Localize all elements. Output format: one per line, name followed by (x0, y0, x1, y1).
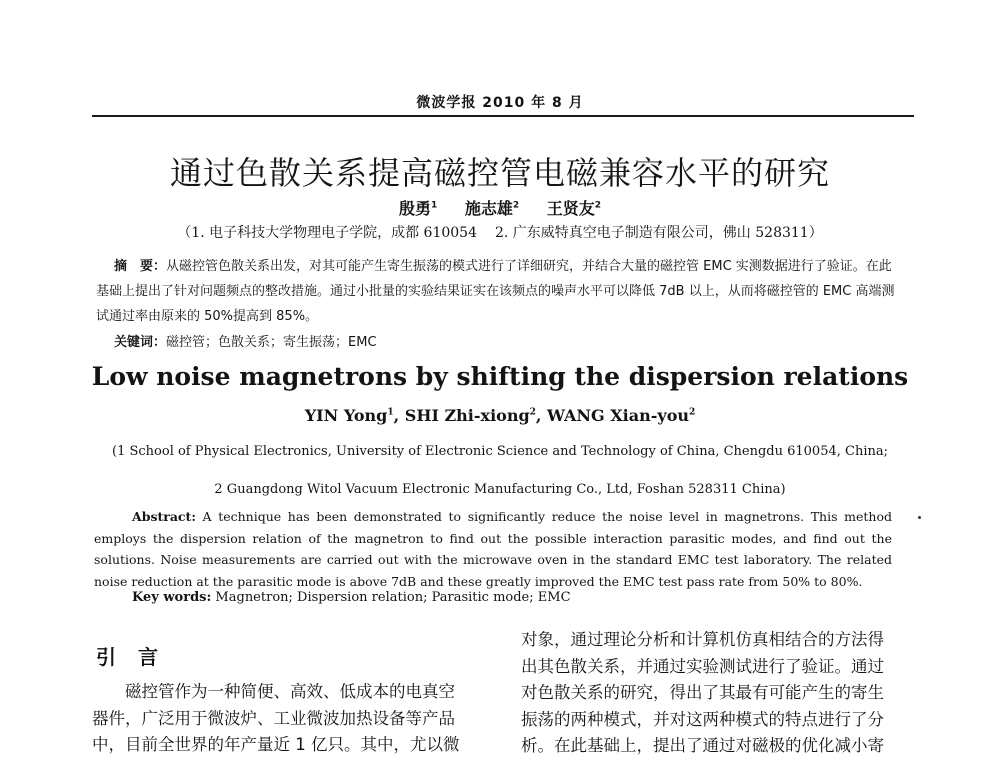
abstract-cn-label: 摘 要： (114, 259, 167, 274)
authors-chinese (0, 196, 1000, 219)
header-rule (92, 115, 914, 117)
abstract-en-label: Abstract: (132, 509, 196, 524)
running-head: 微波学报 2010 年 8 月 (416, 95, 584, 111)
intro-right-line: 对象，通过理论分析和计算机仿真相结合的方法得 (521, 630, 884, 649)
intro-left-column (92, 679, 484, 759)
intro-right-line: 振荡的两种模式，并对这两种模式的特点进行了分 (521, 709, 884, 729)
keywords-english: Key words: Magnetron; Dispersion relation; Parasitic mode; EMC (132, 590, 571, 605)
intro-right-line: 出其色散关系，并通过实验测试进行了验证。通过 (521, 656, 884, 676)
intro-right-column (521, 627, 917, 760)
affiliation-chinese: （1. 电子科技大学物理电子学院，成都 610054 2. 广东威特真空电子制造有限公司，佛山 528311） (177, 225, 823, 241)
author-cn-2: 施志雄$^2$ (464, 199, 520, 218)
section-heading-introduction: 引 言 (96, 645, 158, 669)
intro-left-line: 中，目前全世界的年产量近 1 亿只。其中，尤以微 (92, 735, 460, 754)
abstract-cn-text: 从磁控管色散关系出发，对其可能产生寄生振荡的模式进行了详细研究，并结合大量的磁控管 EMC 实测数据进行了验证。在此基础上提出了针对问题频点的整改措施。通过小批量的实验结果证实在该频点的噪声水平可以降低 7dB 以上，从而将磁控管的 EMC 高端测试通过率由原来的 50%提高到 85%。 (96, 259, 895, 324)
affiliation-english-1: (1 School of Physical Electronics, University of Electronic Science and Technology of China, Chengdu 610054, China; (112, 444, 888, 459)
authors-english (0, 406, 1000, 425)
author-en-3: WANG Xian-you$^2$ (547, 406, 696, 425)
intro-left-line: 器件，广泛用于微波炉、工业微波加热设备等产品 (92, 708, 455, 728)
keywords-chinese: 关键词：磁控管；色散关系；寄生振荡；EMC (114, 335, 377, 350)
affiliation-english-2: 2 Guangdong Witol Vacuum Electronic Manufacturing Co., Ltd, Foshan 528311 China) (214, 482, 786, 497)
margin-mark (918, 516, 921, 519)
author-en-2: SHI Zhi-xiong$^2$, (404, 406, 548, 425)
intro-right-line: 对色散关系的研究，得出了其最有可能产生的寄生 (521, 683, 884, 702)
author-cn-1: 殷勇$^1$ (399, 199, 438, 218)
abstract-english (94, 506, 892, 592)
abstract-en-text: A technique has been demonstrated to significantly reduce the noise level in magnetrons. This method employs the dispersion relation of the magnetron to find out the possible interaction parasitic modes, and find out the solutions. Noise measurements are carried out with the microwave oven in the standard EMC test laboratory. The related noise reduction at the parasitic mode is above 7dB and these greatly improved the EMC test pass rate from 50% to 80%. (94, 509, 892, 589)
author-cn-3: 王贤友$^2$ (546, 199, 601, 218)
intro-left-line: 磁控管作为一种简便、高效、低成本的电真空 (125, 682, 455, 701)
abstract-chinese (96, 254, 896, 329)
author-en-1: YIN Yong$^1$, (304, 406, 405, 425)
title-english: Low noise magnetrons by shifting the dispersion relations (91, 362, 909, 391)
intro-right-line: 析。在此基础上，提出了通过对磁极的优化减小寄 (521, 736, 884, 755)
title-chinese: 通过色散关系提高磁控管电磁兼容水平的研究 (169, 154, 830, 192)
